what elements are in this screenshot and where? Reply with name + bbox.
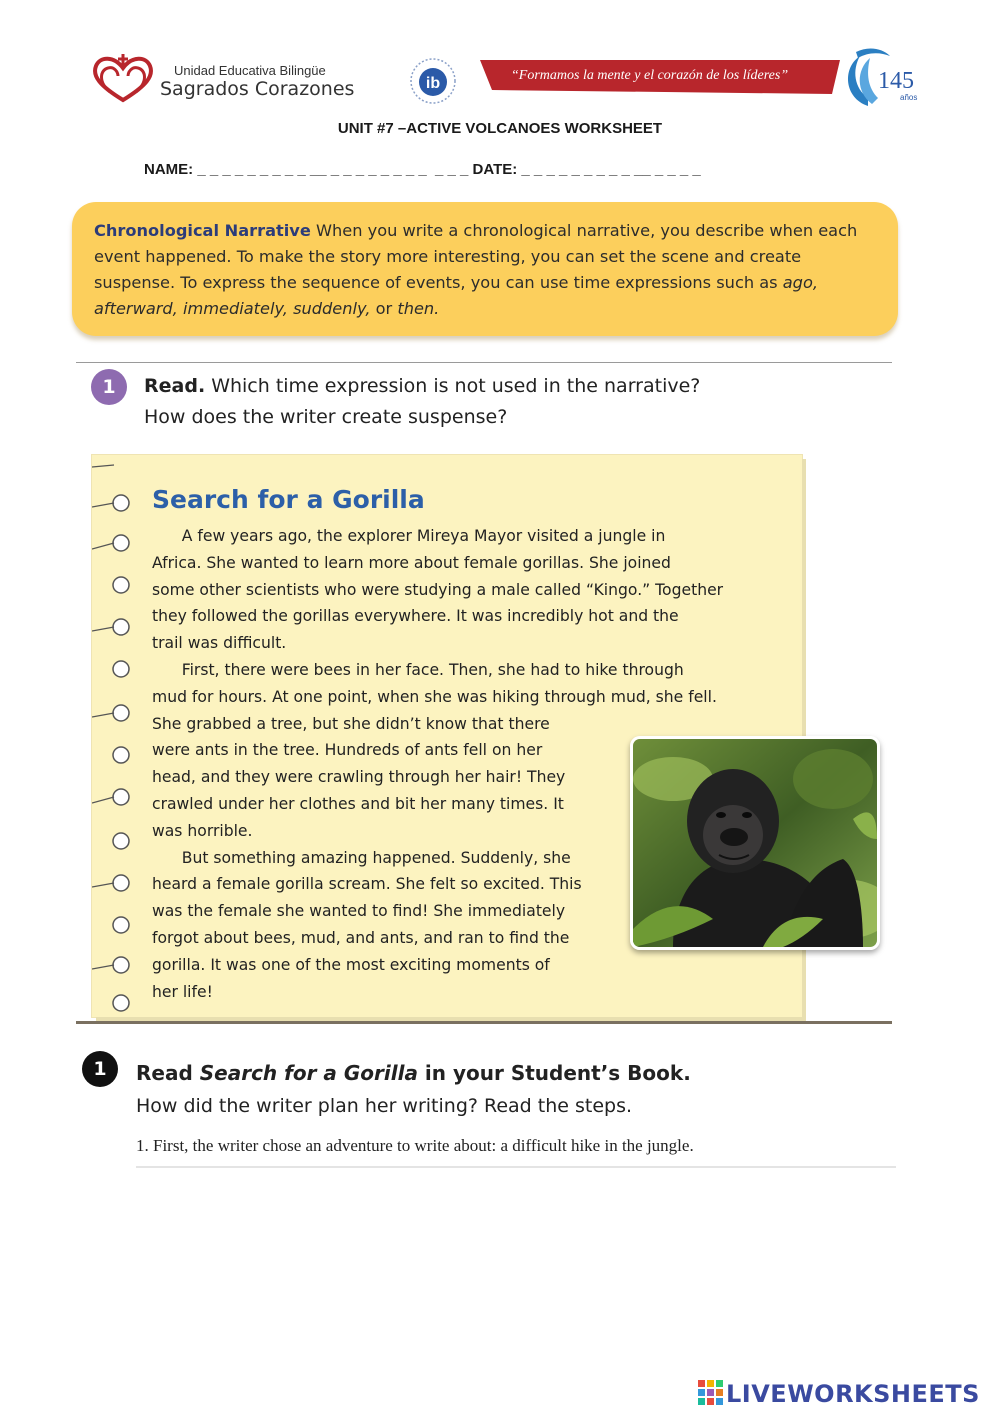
activity-question-line1 [144,375,700,397]
school-header [86,48,926,110]
activity-question-line2: How does the writer create suspense? [144,406,508,428]
story-line: mud for hours. At one point, when she was hiking through mud, she fell. [152,687,717,706]
liveworksheets-logo-icon [698,1380,724,1406]
story-line: her life! [152,982,213,1001]
info-paragraph [94,218,876,322]
school-motto: “Formamos la mente y el corazón de los líderes” [511,68,789,83]
story-line: they followed the gorillas everywhere. It was incredibly hot and the [152,607,679,626]
info-text: When you write a chronological narrative, you describe when each event happened. To make the story more interesting, you can set the scene and create suspense. To express the sequence of events, you can use time expressions such as [94,221,858,292]
story-line: were ants in the tree. Hundreds of ants fell on her [152,741,543,760]
chronological-narrative-box [72,202,898,336]
activity2-number-badge: 1 [82,1051,118,1087]
info-examples: ago, afterward, immediately, suddenly, [94,273,818,318]
story-line: Africa. She wanted to learn more about female gorillas. She joined [152,553,671,572]
story-line: crawled under her clothes and bit her many times. It [152,795,564,813]
story-line: She grabbed a tree, but she didn’t know that there [152,714,550,733]
school-name-line2: Sagrados Corazones [160,78,355,100]
info-term: Chronological Narrative [94,221,311,240]
story-line: head, and they were crawling through her hair! They [152,768,566,787]
sacred-hearts-logo-icon [90,52,156,104]
footer-brand: LIVEWORKSHEETS [726,1380,980,1408]
info-last-example: then. [397,299,440,318]
activity-question-text: Which time expression is not used in the narrative? [205,375,701,397]
worksheet-title: UNIT #7 –ACTIVE VOLCANOES WORKSHEET [337,120,663,137]
story-line: some other scientists who were studying a male called “Kingo.” Together [152,580,724,599]
activity2-title [136,1061,691,1085]
school-name-line1: Unidad Educativa Bilingüe [174,63,326,78]
activity2-suffix: in your Student’s Book. [417,1061,691,1085]
activity-read-label: Read. [144,375,206,397]
story-line: gorilla. It was one of the most exciting moments of [152,955,550,974]
notebook-rings-icon [92,455,142,1017]
activity2-book-title: Search for a Gorilla [199,1061,418,1085]
gorilla-image-icon [633,739,877,947]
story-line: was horrible. [152,821,253,840]
activity2-step1: 1. First, the writer chose an adventure to write about: a difficult hike in the jungle. [136,1136,694,1155]
story-line: heard a female gorilla scream. She felt so excited. This [152,875,582,894]
activity2-prefix: Read [136,1061,200,1085]
story-line: was the female she wanted to find! She immediately [152,902,566,921]
section-divider-dark [76,1021,892,1024]
story-line: A few years ago, the explorer Mireya Mayor visited a jungle in [152,527,666,545]
ib-logo-icon [404,56,462,106]
anniversary-badge-icon [838,48,924,110]
story-line: forgot about bees, mud, and ants, and ran to find the [152,929,570,947]
anniversary-label: años [900,93,918,102]
section-divider [76,362,892,363]
story-line: First, there were bees in her face. Then, she had to hike through [152,661,684,679]
cutoff-line [136,1166,896,1168]
story-title: Search for a Gorilla [152,485,425,514]
name-date-line: NAME: _ _ _ _ _ _ _ _ _ __ _ _ _ _ _ _ _ _ _ _ _ DATE: _ _ _ _ _ _ _ _ _ __ _ _ _ _ [144,161,701,178]
story-line: But something amazing happened. Suddenly, she [152,848,571,867]
story-line: trail was difficult. [152,634,287,653]
activity2-question: How did the writer plan her writing? Read the steps. [136,1095,633,1117]
anniversary-number: 145 [878,68,914,94]
gorilla-photo [630,736,880,950]
svg-text:ib: ib [425,75,441,92]
info-connector: or [370,299,398,318]
activity-number-badge: 1 [91,369,127,405]
